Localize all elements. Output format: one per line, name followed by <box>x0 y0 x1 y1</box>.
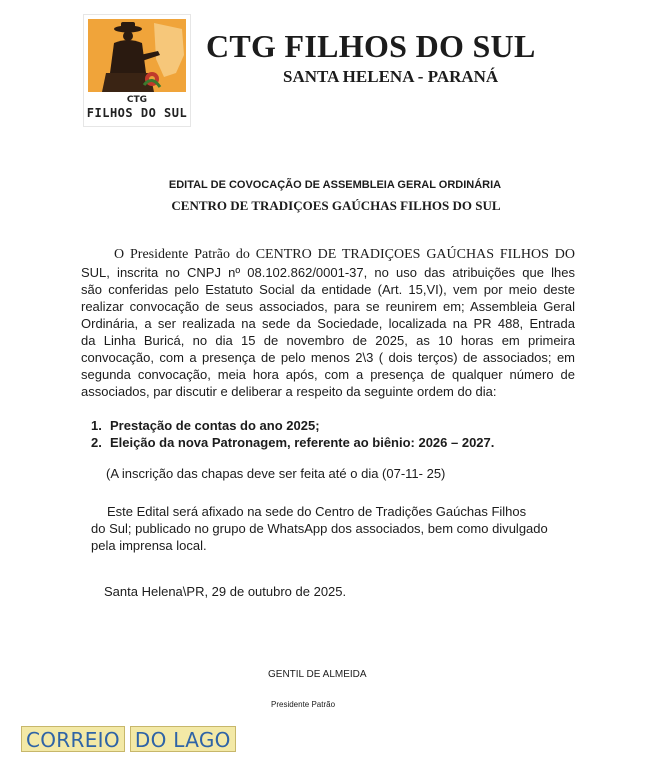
paragraph-line: realizar convocação de seus associados, para se reunirem em; Assembleia Geral <box>81 299 575 314</box>
registration-note: (A inscrição das chapas deve ser feita até o dia (07-11- 25) <box>106 466 446 481</box>
agenda-list <box>91 417 494 451</box>
organization-location: SANTA HELENA - PARANÁ <box>283 67 499 86</box>
paragraph-line: pela imprensa local. <box>91 538 207 553</box>
signer-role: Presidente Patrão <box>271 700 336 709</box>
paragraph-line: associados, par discutir e deliberar a respeito da seguinte ordem do dia: <box>81 384 497 399</box>
ctg-logo <box>83 14 191 127</box>
paragraph-line: Este Edital será afixado na sede do Centro de Tradições Gaúchas Filhos <box>107 504 527 519</box>
paragraph-line: Ordinária, a ser realizada na sede da Sociedade, localizada na PR 488, Entrada <box>81 316 575 331</box>
brand-word-do-lago: DO LAGO <box>130 726 236 752</box>
agenda-item-number: 1. <box>91 418 102 433</box>
agenda-item <box>91 434 494 451</box>
publication-paragraph <box>91 503 548 554</box>
paragraph-line: da Linha Buricá, no dia 15 de novembro de 2025, as 10 horas em primeira <box>81 333 575 348</box>
edital-title: EDITAL DE COVOCAÇÃO DE ASSEMBLEIA GERAL ORDINÁRIA <box>168 179 502 191</box>
paragraph-line: do Sul; publicado no grupo de WhatsApp dos associados, bem como divulgado <box>91 521 548 536</box>
agenda-item-number: 2. <box>91 435 102 450</box>
edital-subtitle: CENTRO DE TRADIÇOES GAÚCHAS FILHOS DO SUL <box>171 198 501 213</box>
agenda-item-text: Eleição da nova Patronagem, referente ao biênio: 2026 – 2027. <box>110 435 495 450</box>
organization-title: CTG FILHOS DO SUL <box>206 28 536 64</box>
agenda-item-text: Prestação de contas do ano 2025; <box>110 418 320 433</box>
signer-name: GENTIL DE ALMEIDA <box>268 669 367 680</box>
paragraph-line: SUL, inscrita no CNPJ nº 08.102.862/0001-37, no uso das atribuições que lhes <box>81 265 575 280</box>
logo-text-ctg: CTG <box>126 95 148 105</box>
correio-do-lago-logo <box>21 725 236 753</box>
agenda-item <box>91 417 494 434</box>
logo-text-name: FILHOS DO SUL <box>86 106 188 120</box>
place-and-date: Santa Helena\PR, 29 de outubro de 2025. <box>104 584 347 599</box>
paragraph-line: convocação, com a presença de pelo menos 2\3 ( dois terços) de associados; em <box>81 350 575 365</box>
brand-word-correio: CORREIO <box>21 726 125 752</box>
paragraph-line: são conferidas pelo Estatuto Social da entidade (Art. 15,VI), vem por meio deste <box>81 282 575 297</box>
paragraph-line: segunda convocação, meia hora após, com a presença de qualquer número de <box>81 367 575 382</box>
paragraph-line: O Presidente Patrão do CENTRO DE TRADIÇOES GAÚCHAS FILHOS DO <box>114 247 575 262</box>
